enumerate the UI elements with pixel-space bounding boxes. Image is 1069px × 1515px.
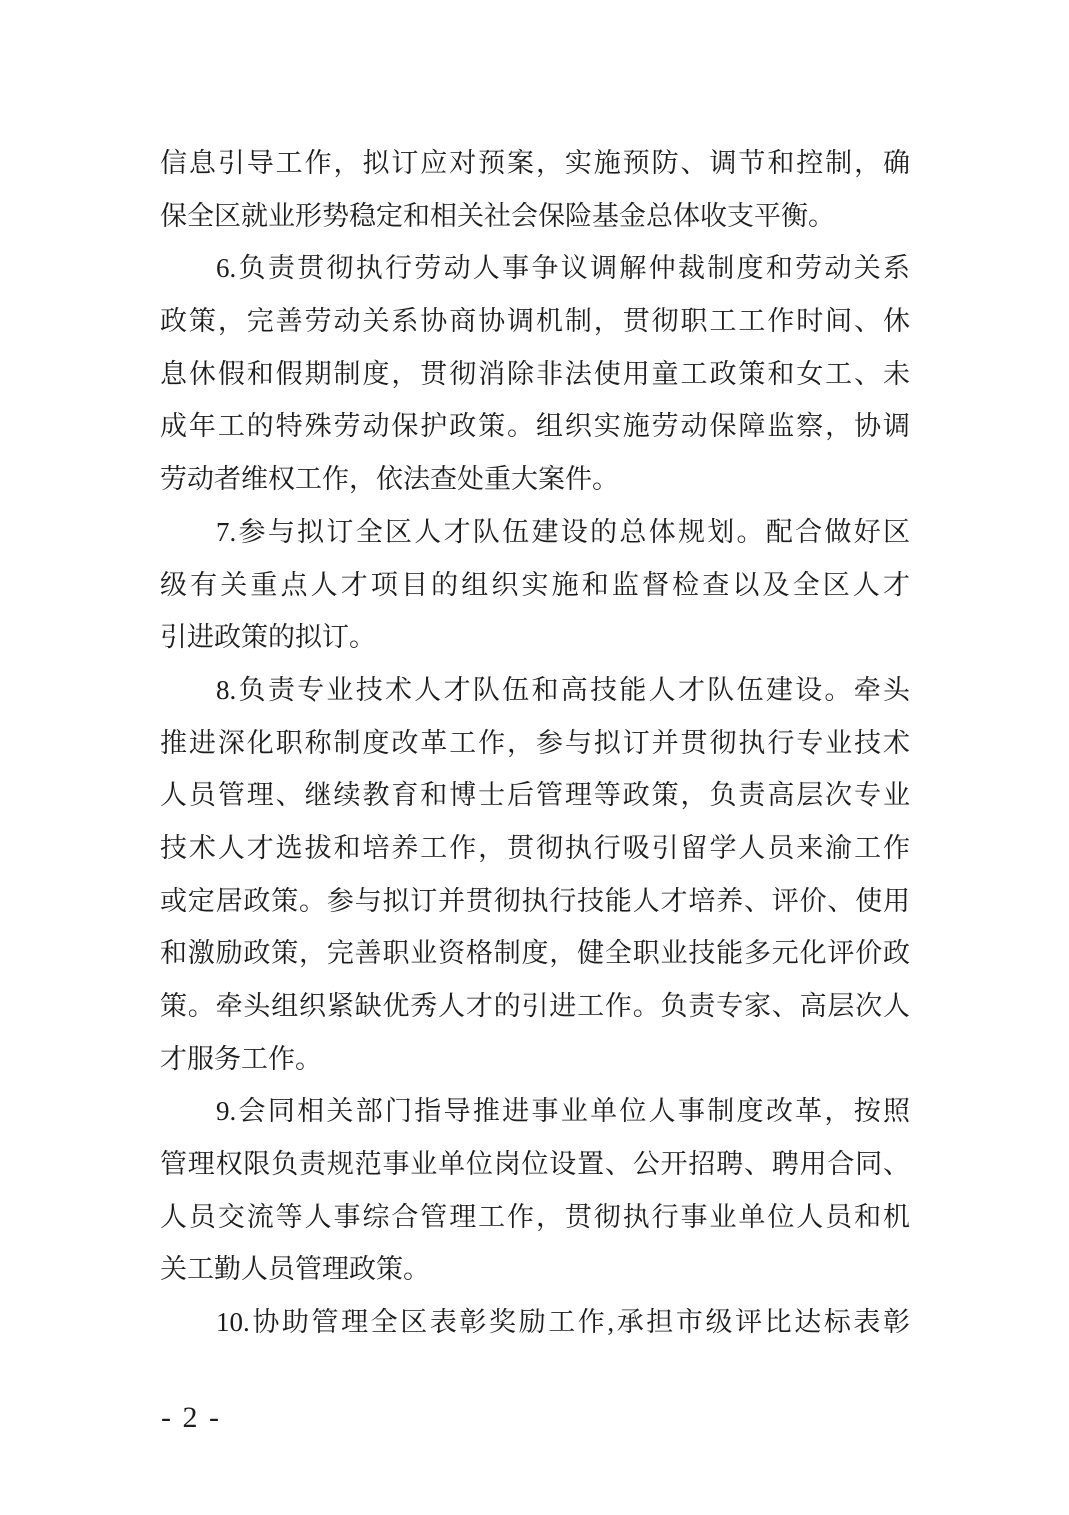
paragraph-item-5-continuation <box>160 137 910 242</box>
text-line: 关工勤人员管理政策。 <box>160 1254 430 1285</box>
text-line: 级有关重点人才项目的组织实施和监督检查以及全区人才 <box>160 569 910 600</box>
text-line: 信息引导工作，拟订应对预案，实施预防、调节和控制，确 <box>160 148 910 178</box>
text-line: 引进政策的拟订。 <box>160 622 376 653</box>
text-line: 息休假和假期制度，贯彻消除非法使用童工政策和女工、未 <box>160 358 910 389</box>
paragraph-item-10 <box>160 1296 910 1349</box>
text-line: 推进深化职称制度改革工作，参与拟订并贯彻执行专业技术 <box>160 727 910 758</box>
paragraph-item-8 <box>160 664 910 1086</box>
text-line: 劳动者维权工作，依法查处重大案件。 <box>160 464 619 495</box>
text-line: 10.协助管理全区表彰奖励工作,承担市级评比达标表彰 <box>216 1307 910 1338</box>
text-line: 7.参与拟订全区人才队伍建设的总体规划。配合做好区 <box>216 516 910 547</box>
text-line: 技术人才选拔和培养工作，贯彻执行吸引留学人员来渝工作 <box>160 832 910 863</box>
paragraph-item-6 <box>160 242 910 505</box>
text-line: 策。牵头组织紧缺优秀人才的引进工作。负责专家、高层次人 <box>160 991 910 1021</box>
text-line: 成年工的特殊劳动保护政策。组织实施劳动保障监察，协调 <box>160 411 910 442</box>
text-line: 人员交流等人事综合管理工作，贯彻执行事业单位人员和机 <box>160 1201 910 1232</box>
text-line: 和激励政策，完善职业资格制度，健全职业技能多元化评价政 <box>160 938 910 969</box>
text-line: 保全区就业形势稳定和相关社会保险基金总体收支平衡。 <box>160 200 835 231</box>
text-line: 管理权限负责规范事业单位岗位设置、公开招聘、聘用合同、 <box>160 1149 910 1180</box>
paragraph-item-9 <box>160 1085 910 1296</box>
text-line: 8.负责专业技术人才队伍和高技能人才队伍建设。牵头 <box>216 674 910 705</box>
text-line: 才服务工作。 <box>160 1043 322 1074</box>
text-line: 6.负责贯彻执行劳动人事争议调解仲裁制度和劳动关系 <box>216 253 910 284</box>
page-number: - 2 - <box>161 1401 221 1434</box>
text-line: 人员管理、继续教育和博士后管理等政策，负责高层次专业 <box>160 780 910 811</box>
paragraph-item-7 <box>160 506 910 664</box>
text-line: 政策，完善劳动关系协商协调机制，贯彻职工工作时间、休 <box>160 306 910 337</box>
body-text <box>160 137 910 1349</box>
text-line: 或定居政策。参与拟订并贯彻执行技能人才培养、评价、使用 <box>160 885 910 916</box>
text-line: 9.会同相关部门指导推进事业单位人事制度改革，按照 <box>216 1096 910 1127</box>
